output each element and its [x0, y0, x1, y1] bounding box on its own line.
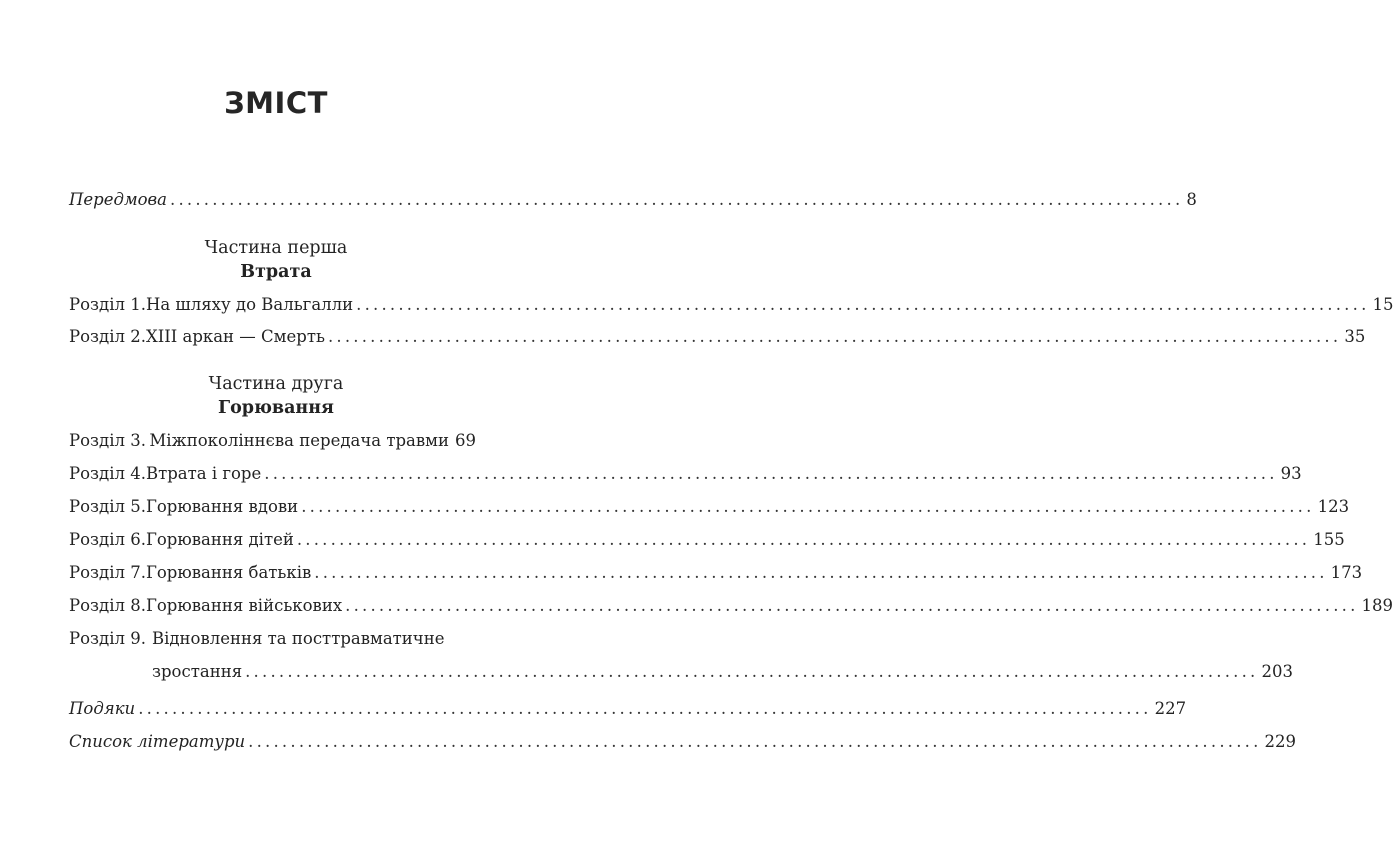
toc-entry-references[interactable]: [69, 731, 1297, 753]
toc-entry-chapter-9[interactable]: [69, 628, 1293, 683]
leader-dots: ........................................................................................................................: [138, 699, 1152, 718]
part-heading-2: [0, 372, 552, 420]
chapter-title-continuation: зростання: [152, 662, 243, 681]
toc-page-number: 35: [1344, 327, 1366, 346]
toc-entry-chapter-8[interactable]: [69, 595, 1394, 617]
leader-dots: ........................................................................................................................: [248, 732, 1262, 751]
toc-page-number: 189: [1361, 596, 1394, 615]
chapter-title: Горювання батьків: [145, 563, 312, 582]
chapter-number: Розділ 2.: [69, 327, 146, 346]
chapter-number: Розділ 9.: [69, 629, 146, 648]
chapter-number: Розділ 5.: [69, 497, 146, 516]
toc-entry-chapter-6[interactable]: [69, 529, 1345, 551]
part-number: Частина друга: [208, 374, 344, 394]
leader-dots: ........................................................................................................................: [170, 190, 1184, 209]
toc-page-number: 8: [1186, 190, 1197, 209]
toc-entry-chapter-5[interactable]: [69, 496, 1350, 518]
toc-page-number: 69: [455, 431, 476, 450]
leader-dots: ........................................................................................................................: [301, 497, 1315, 516]
chapter-title: На шляху до Вальгалли: [145, 295, 354, 314]
toc-page-number: 173: [1330, 563, 1363, 582]
chapter-number: Розділ 7.: [69, 563, 146, 582]
chapter-number: Розділ 3.: [69, 431, 146, 450]
leader-dots: ........................................................................................................................: [345, 596, 1359, 615]
chapter-title: Горювання військових: [145, 596, 343, 615]
toc-page-number: 155: [1313, 530, 1345, 549]
leader-dots: ........................................................................................................................: [327, 327, 1342, 346]
toc-page-number: 227: [1154, 699, 1187, 718]
chapter-title: Втрата і горе: [145, 464, 262, 483]
leader-dots: ........................................................................................................................: [296, 530, 1311, 549]
chapter-number: Розділ 6.: [69, 530, 146, 549]
toc-page-number: 93: [1280, 464, 1302, 483]
part-number: Частина перша: [204, 238, 348, 258]
toc-entry-acknowledgements[interactable]: [69, 698, 1187, 720]
toc-entry-chapter-7[interactable]: [69, 562, 1363, 584]
toc-label: Подяки: [69, 699, 136, 718]
chapter-number: Розділ 1.: [69, 295, 146, 314]
toc-label: Передмова: [69, 190, 167, 209]
chapter-title: Міжпоколіннєва передача травми: [149, 431, 449, 450]
part-title: Горювання: [218, 398, 334, 418]
leader-dots: ........................................................................................................................: [314, 563, 1328, 582]
toc-page-number: 15: [1372, 295, 1394, 314]
chapter-title: Горювання дітей: [145, 530, 294, 549]
toc-page-number: 229: [1264, 732, 1297, 751]
chapter-number: Розділ 8.: [69, 596, 146, 615]
part-heading-1: [0, 236, 552, 284]
chapter-title: Горювання вдови: [145, 497, 299, 516]
toc-entry-chapter-1[interactable]: [69, 294, 1394, 316]
toc-entry-chapter-3[interactable]: [69, 430, 476, 452]
toc-entry-chapter-2[interactable]: [69, 326, 1366, 348]
toc-page-number: 203: [1261, 662, 1293, 681]
toc-entry-preface[interactable]: [69, 189, 1197, 211]
toc-entry-chapter-4[interactable]: [69, 463, 1302, 485]
leader-dots: ........................................................................................................................: [264, 464, 1278, 483]
chapter-number: Розділ 4.: [69, 464, 146, 483]
toc-label: Список літератури: [69, 732, 246, 751]
part-title: Втрата: [240, 262, 312, 282]
leader-dots: ........................................................................................................................: [245, 662, 1259, 681]
chapter-title: XIII аркан — Смерть: [145, 327, 325, 346]
toc-page-number: 123: [1317, 497, 1350, 516]
leader-dots: ........................................................................................................................: [356, 295, 1370, 314]
chapter-title: Відновлення та посттравматичне: [152, 629, 445, 648]
page-title: ЗМІСТ: [224, 86, 328, 120]
